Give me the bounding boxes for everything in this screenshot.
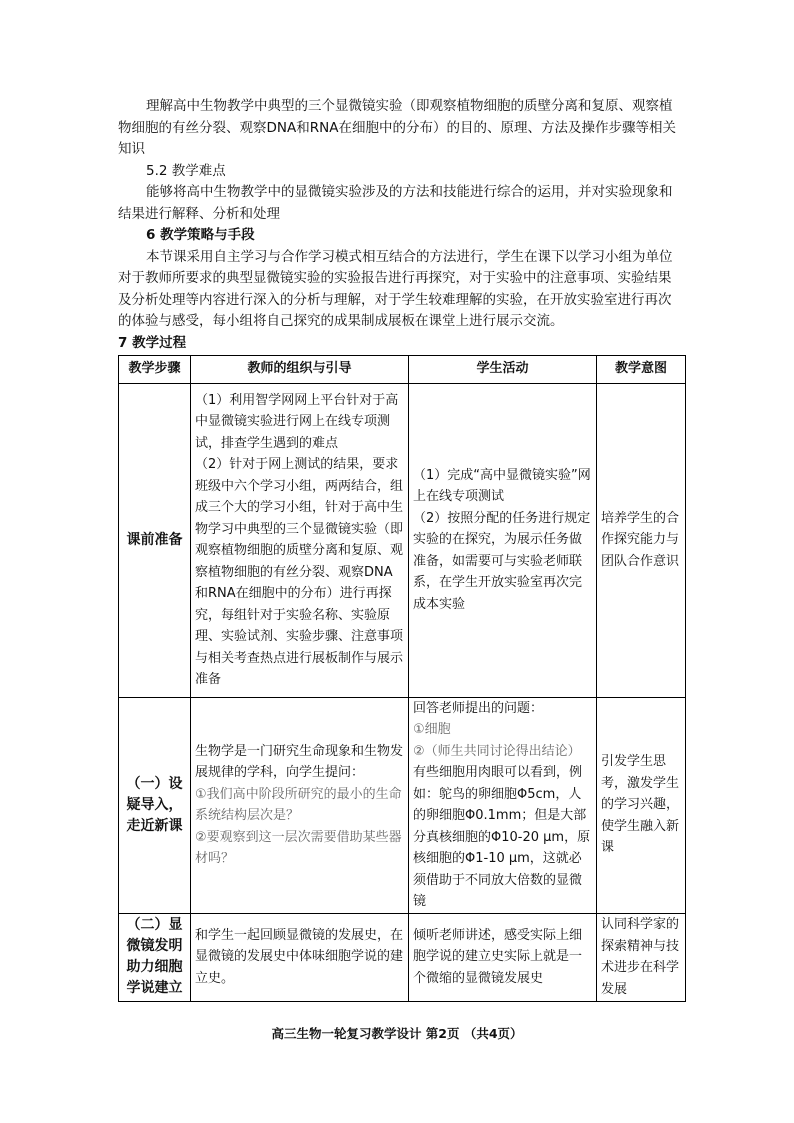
table-row: [119, 383, 686, 697]
header-student: 学生活动: [409, 355, 597, 383]
teacher-question-2: ②要观察到这一层次需要借助某些器材吗？: [195, 829, 402, 866]
student-answer-2-lead: ②（师生共同讨论得出结论）: [413, 743, 581, 759]
student-item-2: （2）按照分配的任务进行规定实验的在探究，为展示任务做准备，如需要可与实验老师联系，在学生开放实验室再次完成本实验: [413, 510, 591, 612]
student-cell: [409, 383, 597, 697]
student-cell: [409, 697, 597, 913]
intent-cell: 培养学生的合作探究能力与团队合作意识: [597, 383, 686, 697]
step-cell: （一）设疑导入，走近新课: [119, 697, 191, 913]
header-step: 教学步骤: [119, 355, 191, 383]
teacher-item-1: （1）利用智学网网上平台针对于高中显微镜实验进行网上在线专项测试，排查学生遇到的难点: [195, 392, 399, 451]
teacher-cell: 和学生一起回顾显微镜的发展史，在显微镜的发展史中体味细胞学说的建立史。: [191, 913, 409, 1001]
student-cell: 倾听老师讲述，感受实际上细胞学说的建立史实际上就是一个微缩的显微镜发展史: [409, 913, 597, 1001]
table-row: [119, 913, 686, 1001]
step-cell: （二）显微镜发明助力细胞学说建立: [119, 913, 191, 1001]
intent-cell: 引发学生思考，激发学生的学习兴趣，使学生融入新课: [597, 697, 686, 913]
header-intent: 教学意图: [597, 355, 686, 383]
strategy-heading: 6 教学策略与手段: [146, 227, 255, 243]
student-answer-1: ①细胞: [413, 722, 451, 737]
student-answer-2: 有些细胞用肉眼可以看到，例如：鸵鸟的卵细胞Φ5cm，人的卵细胞Φ0.1mm；但是大部分真核细胞的Φ10-20 µm，原核细胞的Φ1-10 µm，这就必须借助于不同放大倍数的显微镜: [413, 765, 591, 909]
objective-paragraph: 理解高中生物教学中典型的三个显微镜实验（即观察植物细胞的质壁分离和复原、观察植物细胞的有丝分裂、观察DNA和RNA在细胞中的分布）的目的、原理、方法及操作步骤等相关知识: [118, 98, 676, 157]
table-row: [119, 697, 686, 913]
student-answer-intro: 回答老师提出的问题：: [413, 700, 544, 716]
intent-cell: 认同科学家的探索精神与技术进步在科学发展: [597, 913, 686, 1001]
document-body: [118, 96, 680, 1002]
teacher-question-intro: 生物学是一门研究生命现象和生物发展规律的学科，向学生提问：: [195, 743, 404, 780]
header-teacher: 教师的组织与引导: [191, 355, 409, 383]
student-item-1: （1）完成“高中显微镜实验”网上在线专项测试: [413, 467, 591, 505]
table-header-row: [119, 355, 686, 383]
step-cell: 课前准备: [119, 383, 191, 697]
process-heading: 7 教学过程: [118, 334, 187, 351]
teacher-cell: [191, 697, 409, 913]
strategy-paragraph: 本节课采用自主学习与合作学习模式相互结合的方法进行，学生在课下以学习小组为单位对于教师所要求的典型显微镜实验的实验报告进行再探究，对于实验中的注意事项、实验结果及分析处理等内容进行深入的分析与理解，对于学生较难理解的实验，在开放实验室进行再次的体验与感受，每小组将自己探究的成果制成展板在课堂上进行展示交流。: [118, 248, 673, 329]
teacher-cell: [191, 383, 409, 697]
process-table: [118, 355, 686, 1002]
teacher-item-2: （2）针对于网上测试的结果，要求班级中六个学习小组，两两结合，组成三个大的学习小组，针对于高中生物学习中典型的三个显微镜实验（即观察植物细胞的质壁分离和复原、观察植物细胞的有丝分裂、观察DNA和RNA在细胞中的分布）进行再探究，每组针对于实验名称、实验原理、实验试剂、实验步骤、注意事项与相关考查热点进行展板制作与展示准备: [195, 457, 404, 687]
difficulty-paragraph: 能够将高中生物教学中的显微镜实验涉及的方法和技能进行综合的运用，并对实验现象和结果进行解释、分析和处理: [118, 184, 673, 222]
difficulty-heading: 5.2 教学难点: [146, 162, 226, 179]
page-footer: 高三生物一轮复习教学设计 第2页 （共4页）: [271, 1026, 523, 1041]
teacher-question-1: ①我们高中阶段所研究的最小的生命系统结构层次是？: [195, 786, 402, 823]
